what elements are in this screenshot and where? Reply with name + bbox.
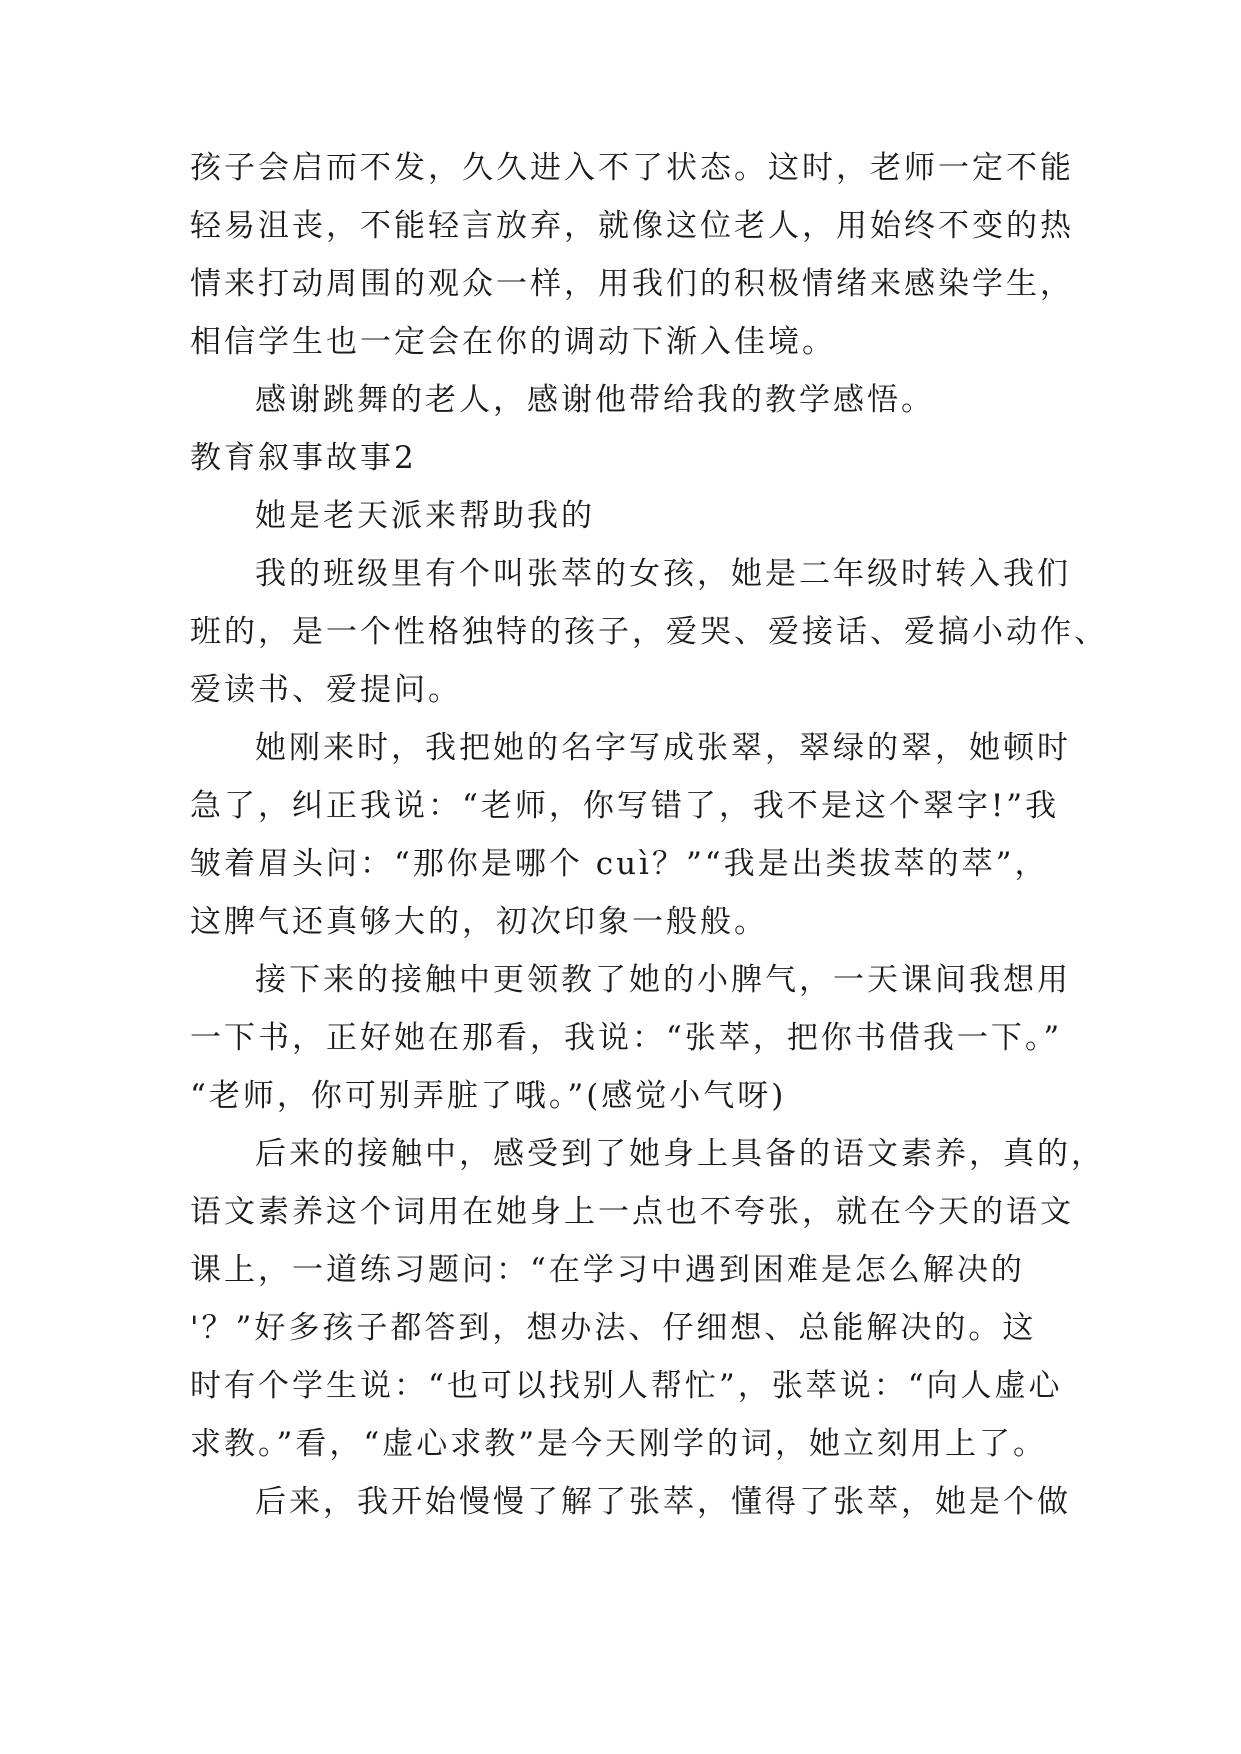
paragraph-line: 我的班级里有个叫张萃的女孩，她是二年级时转入我们 xyxy=(255,556,1071,592)
paragraph-line: 课上，一道练习题问：“在学习中遇到困难是怎么解决的 xyxy=(190,1252,1025,1288)
paragraph-line: 语文素养这个词用在她身上一点也不夸张，就在今天的语文 xyxy=(190,1194,1074,1230)
paragraph-line: 急了，纠正我说：“老师，你写错了，我不是这个翠字!”我 xyxy=(190,788,1060,824)
paragraph-line: 一下书，正好她在那看，我说：“张萃，把你书借我一下。” xyxy=(190,1020,1063,1056)
paragraph-line: 求教。”看，“虚心求教”是今天刚学的词，她立刻用上了。 xyxy=(190,1426,1048,1462)
paragraph-line: 轻易沮丧，不能轻言放弃，就像这位老人，用始终不变的热 xyxy=(190,208,1074,244)
paragraph-line: 爱读书、爱提问。 xyxy=(190,672,462,708)
paragraph-line: 她刚来时，我把她的名字写成张翠，翠绿的翠，她顿时 xyxy=(255,730,1071,766)
paragraph-line: 接下来的接触中更领教了她的小脾气，一天课间我想用 xyxy=(255,962,1071,998)
paragraph-line: '？”好多孩子都答到，想办法、仔细想、总能解决的。这 xyxy=(190,1310,1037,1346)
paragraph-line: 这脾气还真够大的，初次印象一般般。 xyxy=(190,904,768,940)
paragraph-line: 感谢跳舞的老人，感谢他带给我的教学感悟。 xyxy=(255,382,935,418)
section-heading: 教育叙事故事2 xyxy=(190,440,417,476)
paragraph-line: 后来的接触中，感受到了她身上具备的语文素养，真的， xyxy=(255,1136,1105,1172)
paragraph-line: 班的，是一个性格独特的孩子，爱哭、爱接话、爱搞小动作、 xyxy=(190,614,1108,650)
paragraph-line: 孩子会启而不发，久久进入不了状态。这时，老师一定不能 xyxy=(190,150,1074,186)
paragraph-line: 时有个学生说：“也可以找别人帮忙”，张萃说：“向人虚心 xyxy=(190,1368,1063,1404)
paragraph-line: 皱着眉头问：“那你是哪个 cuì？”“我是出类拔萃的萃”， xyxy=(190,846,1049,882)
paragraph-line: 后来，我开始慢慢了解了张萃，懂得了张萃，她是个做 xyxy=(255,1484,1071,1520)
paragraph-line: “老师，你可别弄脏了哦。”(感觉小气呀) xyxy=(190,1078,787,1114)
paragraph-line: 情来打动周围的观众一样，用我们的积极情绪来感染学生， xyxy=(190,266,1074,302)
story-title: 她是老天派来帮助我的 xyxy=(255,498,595,534)
paragraph-line: 相信学生也一定会在你的调动下渐入佳境。 xyxy=(190,324,836,360)
